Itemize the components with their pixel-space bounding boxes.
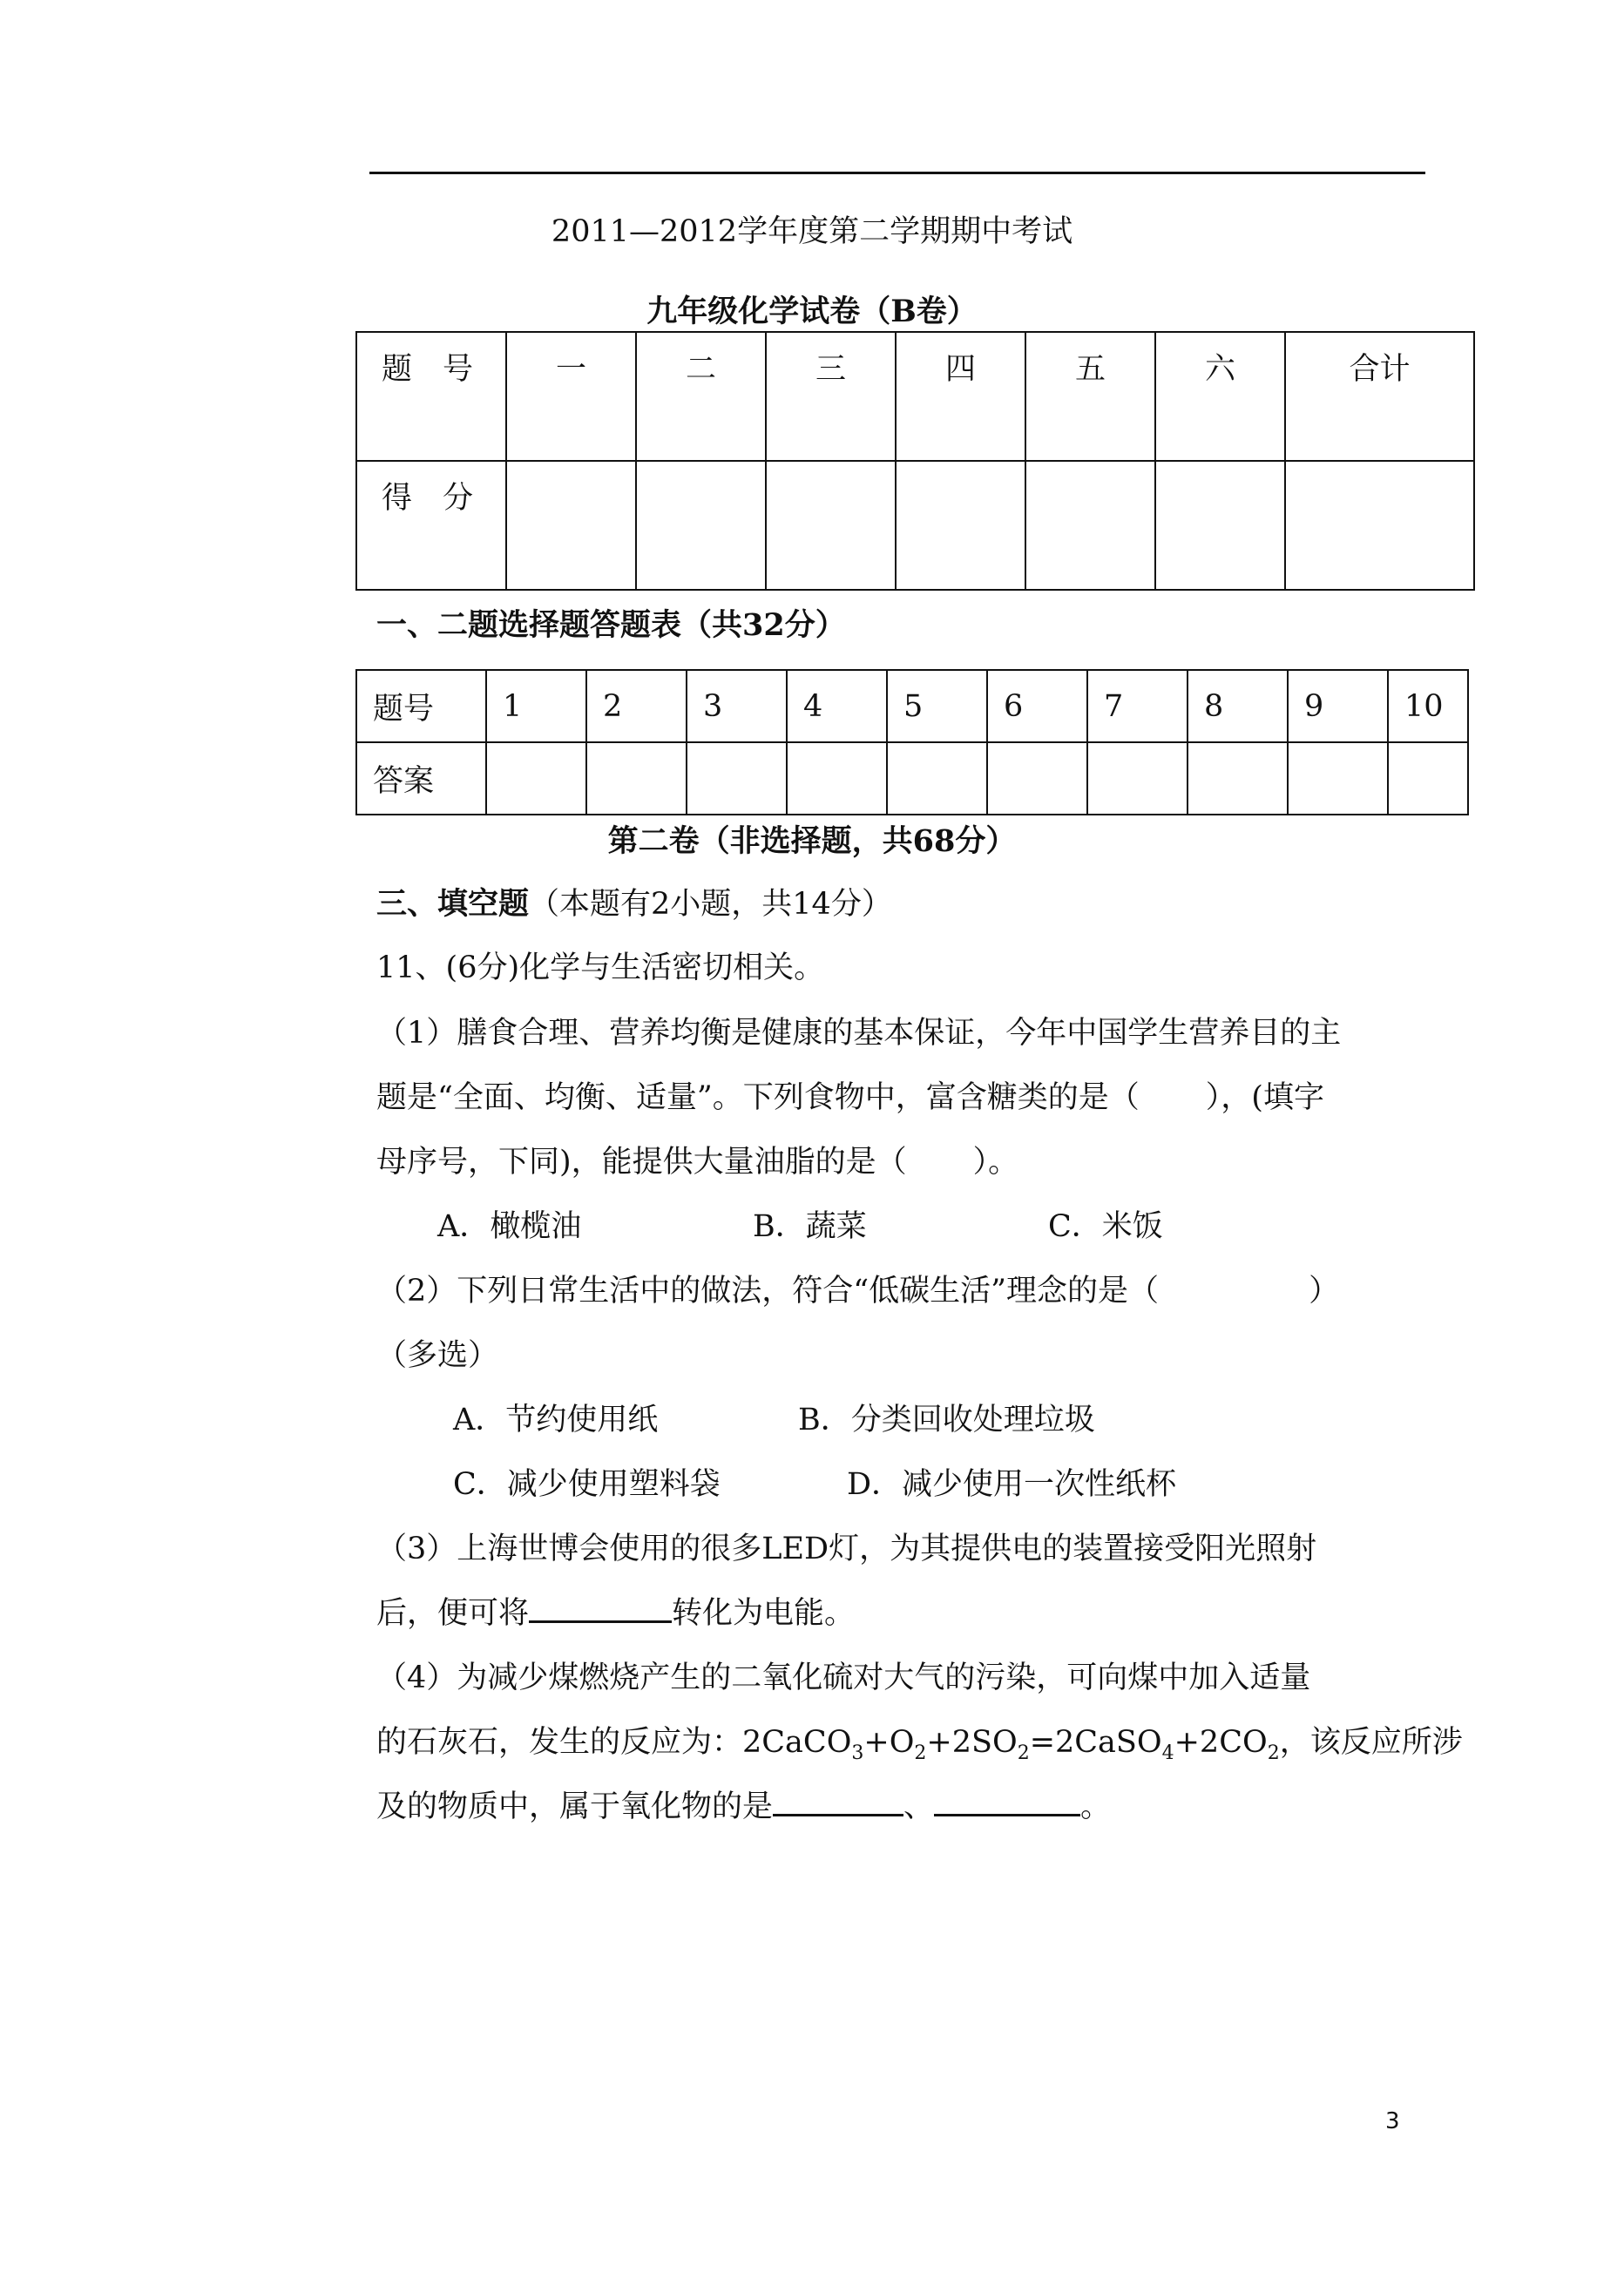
equation-text: +O	[863, 1725, 915, 1760]
score-col: 二	[636, 332, 766, 461]
answer-cell[interactable]	[1188, 742, 1288, 815]
section1-title: 一、二题选择题答题表（共32分）	[376, 607, 846, 643]
q11-p1-line3-tail: ）。	[972, 1145, 1019, 1180]
question-number: 3	[687, 670, 787, 742]
answer-cell[interactable]	[486, 742, 586, 815]
q11-p4-line3	[376, 1782, 1111, 1826]
score-col: 五	[1025, 332, 1155, 461]
p2-option-c: C．减少使用塑料袋	[453, 1467, 721, 1502]
q11-p4-line3-text: 及的物质中，属于氧化物的是	[376, 1789, 774, 1824]
subscript: 3	[851, 1742, 864, 1764]
score-table	[355, 331, 1475, 591]
q11-p2-line1-tail: ）	[1309, 1274, 1340, 1309]
exam-title: 2011—2012学年度第二学期期中考试	[551, 214, 1073, 249]
question-number: 4	[787, 670, 887, 742]
question-number: 5	[887, 670, 987, 742]
question-number: 9	[1288, 670, 1388, 742]
score-col: 一	[506, 332, 636, 461]
subscript: 2	[1017, 1742, 1030, 1764]
score-table-header-row	[356, 332, 1474, 461]
p2-option-b: B．分类回收处理垃圾	[798, 1403, 1095, 1437]
q11-p4-line1: （4）为减少煤燃烧产生的二氧化硫对大气的污染，可向煤中加入适量	[376, 1661, 1311, 1695]
score-cell[interactable]	[1155, 461, 1285, 590]
q11-p3-line2	[376, 1589, 855, 1633]
answer-cell[interactable]	[687, 742, 787, 815]
q11-p3-line2-text: 后，便可将	[376, 1596, 530, 1631]
option-a: A．橄榄油	[437, 1209, 582, 1244]
q11-p4-line2	[376, 1718, 1463, 1764]
equation-text: +2SO	[926, 1725, 1018, 1760]
subscript: 2	[1267, 1742, 1280, 1764]
answer-table-number-row	[356, 670, 1468, 742]
q11-p3-line2-tail: 转化为电能。	[672, 1596, 856, 1631]
answer-blank[interactable]	[773, 1788, 903, 1816]
q11-p1-line2-tail: ），(填字	[1205, 1080, 1324, 1115]
score-col: 六	[1155, 332, 1285, 461]
q11-stem: 11、(6分)化学与生活密切相关。	[376, 950, 825, 985]
question-number: 10	[1388, 670, 1468, 742]
answer-blank[interactable]	[934, 1788, 1080, 1816]
answer-cell[interactable]	[787, 742, 887, 815]
q11-p4-line2-tail: ，该反应所涉	[1279, 1725, 1463, 1760]
score-cell[interactable]	[636, 461, 766, 590]
score-col: 四	[896, 332, 1025, 461]
p2-option-a: A．节约使用纸	[453, 1403, 659, 1437]
answer-row-label: 答案	[356, 742, 486, 815]
question-number: 1	[486, 670, 586, 742]
answer-cell[interactable]	[1087, 742, 1188, 815]
q11-p2-line2: （多选）	[376, 1338, 499, 1373]
section3-title-bold: 三、填空题	[376, 886, 530, 922]
equation-text: +2CO	[1174, 1725, 1268, 1760]
part2-title: 第二卷（非选择题，共68分）	[607, 823, 1017, 859]
score-table-score-label: 得 分	[356, 461, 506, 590]
score-cell[interactable]	[1285, 461, 1474, 590]
answer-row-label: 题号	[356, 670, 486, 742]
question-number: 6	[987, 670, 1087, 742]
top-rule	[369, 172, 1425, 174]
p2-option-d: D．减少使用一次性纸杯	[847, 1467, 1177, 1502]
section3-title-rest: （本题有2小题，共14分）	[529, 887, 892, 922]
q11-p1-line2-text: 题是“全面、均衡、适量”。下列食物中，富含糖类的是（	[376, 1080, 1140, 1115]
question-number: 8	[1188, 670, 1288, 742]
q11-p2-line1-text: （2）下列日常生活中的做法，符合“低碳生活”理念的是（	[376, 1274, 1160, 1309]
score-cell[interactable]	[896, 461, 1025, 590]
answer-blank[interactable]	[529, 1594, 672, 1623]
option-c: C．米饭	[1048, 1209, 1163, 1244]
separator: 、	[903, 1789, 935, 1824]
answer-cell[interactable]	[987, 742, 1087, 815]
q11-p3-line1: （3）上海世博会使用的很多LED灯，为其提供电的装置接受阳光照射	[376, 1532, 1317, 1566]
score-cell[interactable]	[766, 461, 896, 590]
answer-cell[interactable]	[1388, 742, 1468, 815]
answer-cell[interactable]	[887, 742, 987, 815]
score-col: 三	[766, 332, 896, 461]
subscript: 2	[914, 1742, 927, 1764]
answer-cell[interactable]	[586, 742, 687, 815]
q11-p1-line1: （1）膳食合理、营养均衡是健康的基本保证，今年中国学生营养目的主	[376, 1016, 1342, 1051]
q11-p1-line3-text: 母序号，下同)，能提供大量油脂的是（	[376, 1145, 907, 1180]
sentence-end: 。	[1080, 1789, 1112, 1824]
answer-cell[interactable]	[1288, 742, 1388, 815]
section3-title	[376, 880, 892, 923]
question-number: 7	[1087, 670, 1188, 742]
score-table-header-label: 题 号	[356, 332, 506, 461]
q11-p1-line2	[376, 1073, 1324, 1117]
question-number: 2	[586, 670, 687, 742]
subscript: 4	[1161, 1742, 1174, 1764]
answer-table	[355, 669, 1469, 815]
answer-table-answer-row	[356, 742, 1468, 815]
score-cell[interactable]	[506, 461, 636, 590]
q11-p1-line3	[376, 1138, 1018, 1181]
option-b: B．蔬菜	[753, 1209, 867, 1244]
page-number: 3	[1385, 2108, 1400, 2134]
equation-text: =2CaSO	[1029, 1725, 1162, 1760]
score-table-score-row	[356, 461, 1474, 590]
equation-text: 的石灰石，发生的反应为：2CaCO	[376, 1725, 852, 1760]
score-cell[interactable]	[1025, 461, 1155, 590]
q11-p2-line1	[376, 1267, 1339, 1310]
paper-title: 九年级化学试卷（B卷）	[646, 294, 978, 329]
score-col-total: 合计	[1285, 332, 1474, 461]
